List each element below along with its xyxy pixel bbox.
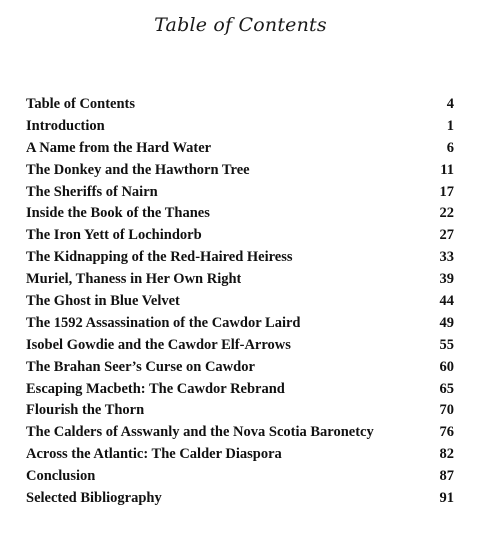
toc-entry-page-number: 17 bbox=[439, 183, 454, 200]
toc-entry-page-number: 76 bbox=[439, 424, 454, 441]
toc-entry[interactable] bbox=[26, 291, 454, 313]
toc-entry-title: Flourish the Thorn bbox=[26, 402, 145, 419]
toc-entry-page-number: 1 bbox=[446, 117, 454, 134]
table-of-contents-list bbox=[26, 94, 454, 510]
toc-entry-title: The Ghost in Blue Velvet bbox=[26, 293, 180, 310]
toc-entry-page-number: 60 bbox=[439, 358, 454, 375]
toc-entry[interactable] bbox=[26, 488, 454, 510]
toc-entry-page-number: 87 bbox=[439, 468, 454, 485]
toc-entry-title: Across the Atlantic: The Calder Diaspora bbox=[26, 446, 282, 463]
toc-entry-title: The Iron Yett of Lochindorb bbox=[26, 227, 202, 244]
toc-entry-title: Muriel, Thaness in Her Own Right bbox=[26, 271, 242, 288]
toc-entry-page-number: 27 bbox=[439, 227, 454, 244]
toc-entry[interactable] bbox=[26, 116, 454, 138]
toc-entry[interactable] bbox=[26, 400, 454, 422]
toc-entry-title: The 1592 Assassination of the Cawdor Laird bbox=[26, 314, 301, 331]
toc-entry[interactable] bbox=[26, 313, 454, 335]
toc-entry-title: Escaping Macbeth: The Cawdor Rebrand bbox=[26, 380, 285, 397]
toc-entry-page-number: 33 bbox=[439, 249, 454, 266]
toc-entry-title: The Brahan Seer’s Curse on Cawdor bbox=[26, 358, 255, 375]
toc-entry-page-number: 70 bbox=[439, 402, 454, 419]
toc-entry-title: The Sheriffs of Nairn bbox=[26, 183, 158, 200]
toc-entry-title: Conclusion bbox=[26, 468, 96, 485]
toc-entry-page-number: 44 bbox=[439, 293, 454, 310]
toc-entry[interactable] bbox=[26, 357, 454, 379]
toc-entry-title: The Kidnapping of the Red-Haired Heiress bbox=[26, 249, 293, 266]
toc-entry[interactable] bbox=[26, 203, 454, 225]
toc-entry-page-number: 82 bbox=[439, 446, 454, 463]
toc-entry-page-number: 11 bbox=[440, 161, 454, 178]
toc-entry-page-number: 39 bbox=[439, 271, 454, 288]
toc-entry[interactable] bbox=[26, 247, 454, 269]
toc-entry-page-number: 91 bbox=[439, 490, 454, 507]
toc-entry[interactable] bbox=[26, 269, 454, 291]
toc-entry-title: Table of Contents bbox=[26, 96, 136, 112]
toc-entry-page-number: 65 bbox=[439, 380, 454, 397]
page-title: Table of Contents bbox=[154, 14, 327, 36]
toc-entry[interactable] bbox=[26, 422, 454, 444]
toc-entry-page-number: 4 bbox=[446, 96, 454, 112]
toc-entry-page-number: 55 bbox=[439, 336, 454, 353]
toc-entry-title: The Calders of Asswanly and the Nova Scotia Baronetcy bbox=[26, 424, 374, 441]
toc-entry-title: The Donkey and the Hawthorn Tree bbox=[26, 161, 250, 178]
toc-entry-title: Inside the Book of the Thanes bbox=[26, 205, 210, 222]
toc-entry[interactable] bbox=[26, 379, 454, 401]
toc-entry-page-number: 22 bbox=[439, 205, 454, 222]
toc-entry-page-number: 6 bbox=[446, 139, 454, 156]
toc-entry[interactable] bbox=[26, 138, 454, 160]
toc-entry[interactable] bbox=[26, 160, 454, 182]
toc-entry-page-number: 49 bbox=[439, 314, 454, 331]
toc-entry[interactable] bbox=[26, 444, 454, 466]
toc-entry[interactable] bbox=[26, 335, 454, 357]
toc-entry[interactable] bbox=[26, 94, 454, 116]
toc-entry[interactable] bbox=[26, 182, 454, 204]
toc-entry-title: A Name from the Hard Water bbox=[26, 139, 212, 156]
toc-entry-title: Isobel Gowdie and the Cawdor Elf-Arrows bbox=[26, 336, 291, 353]
toc-entry[interactable] bbox=[26, 225, 454, 247]
toc-entry-title: Selected Bibliography bbox=[26, 490, 162, 507]
toc-entry[interactable] bbox=[26, 466, 454, 488]
toc-entry-title: Introduction bbox=[26, 117, 105, 134]
